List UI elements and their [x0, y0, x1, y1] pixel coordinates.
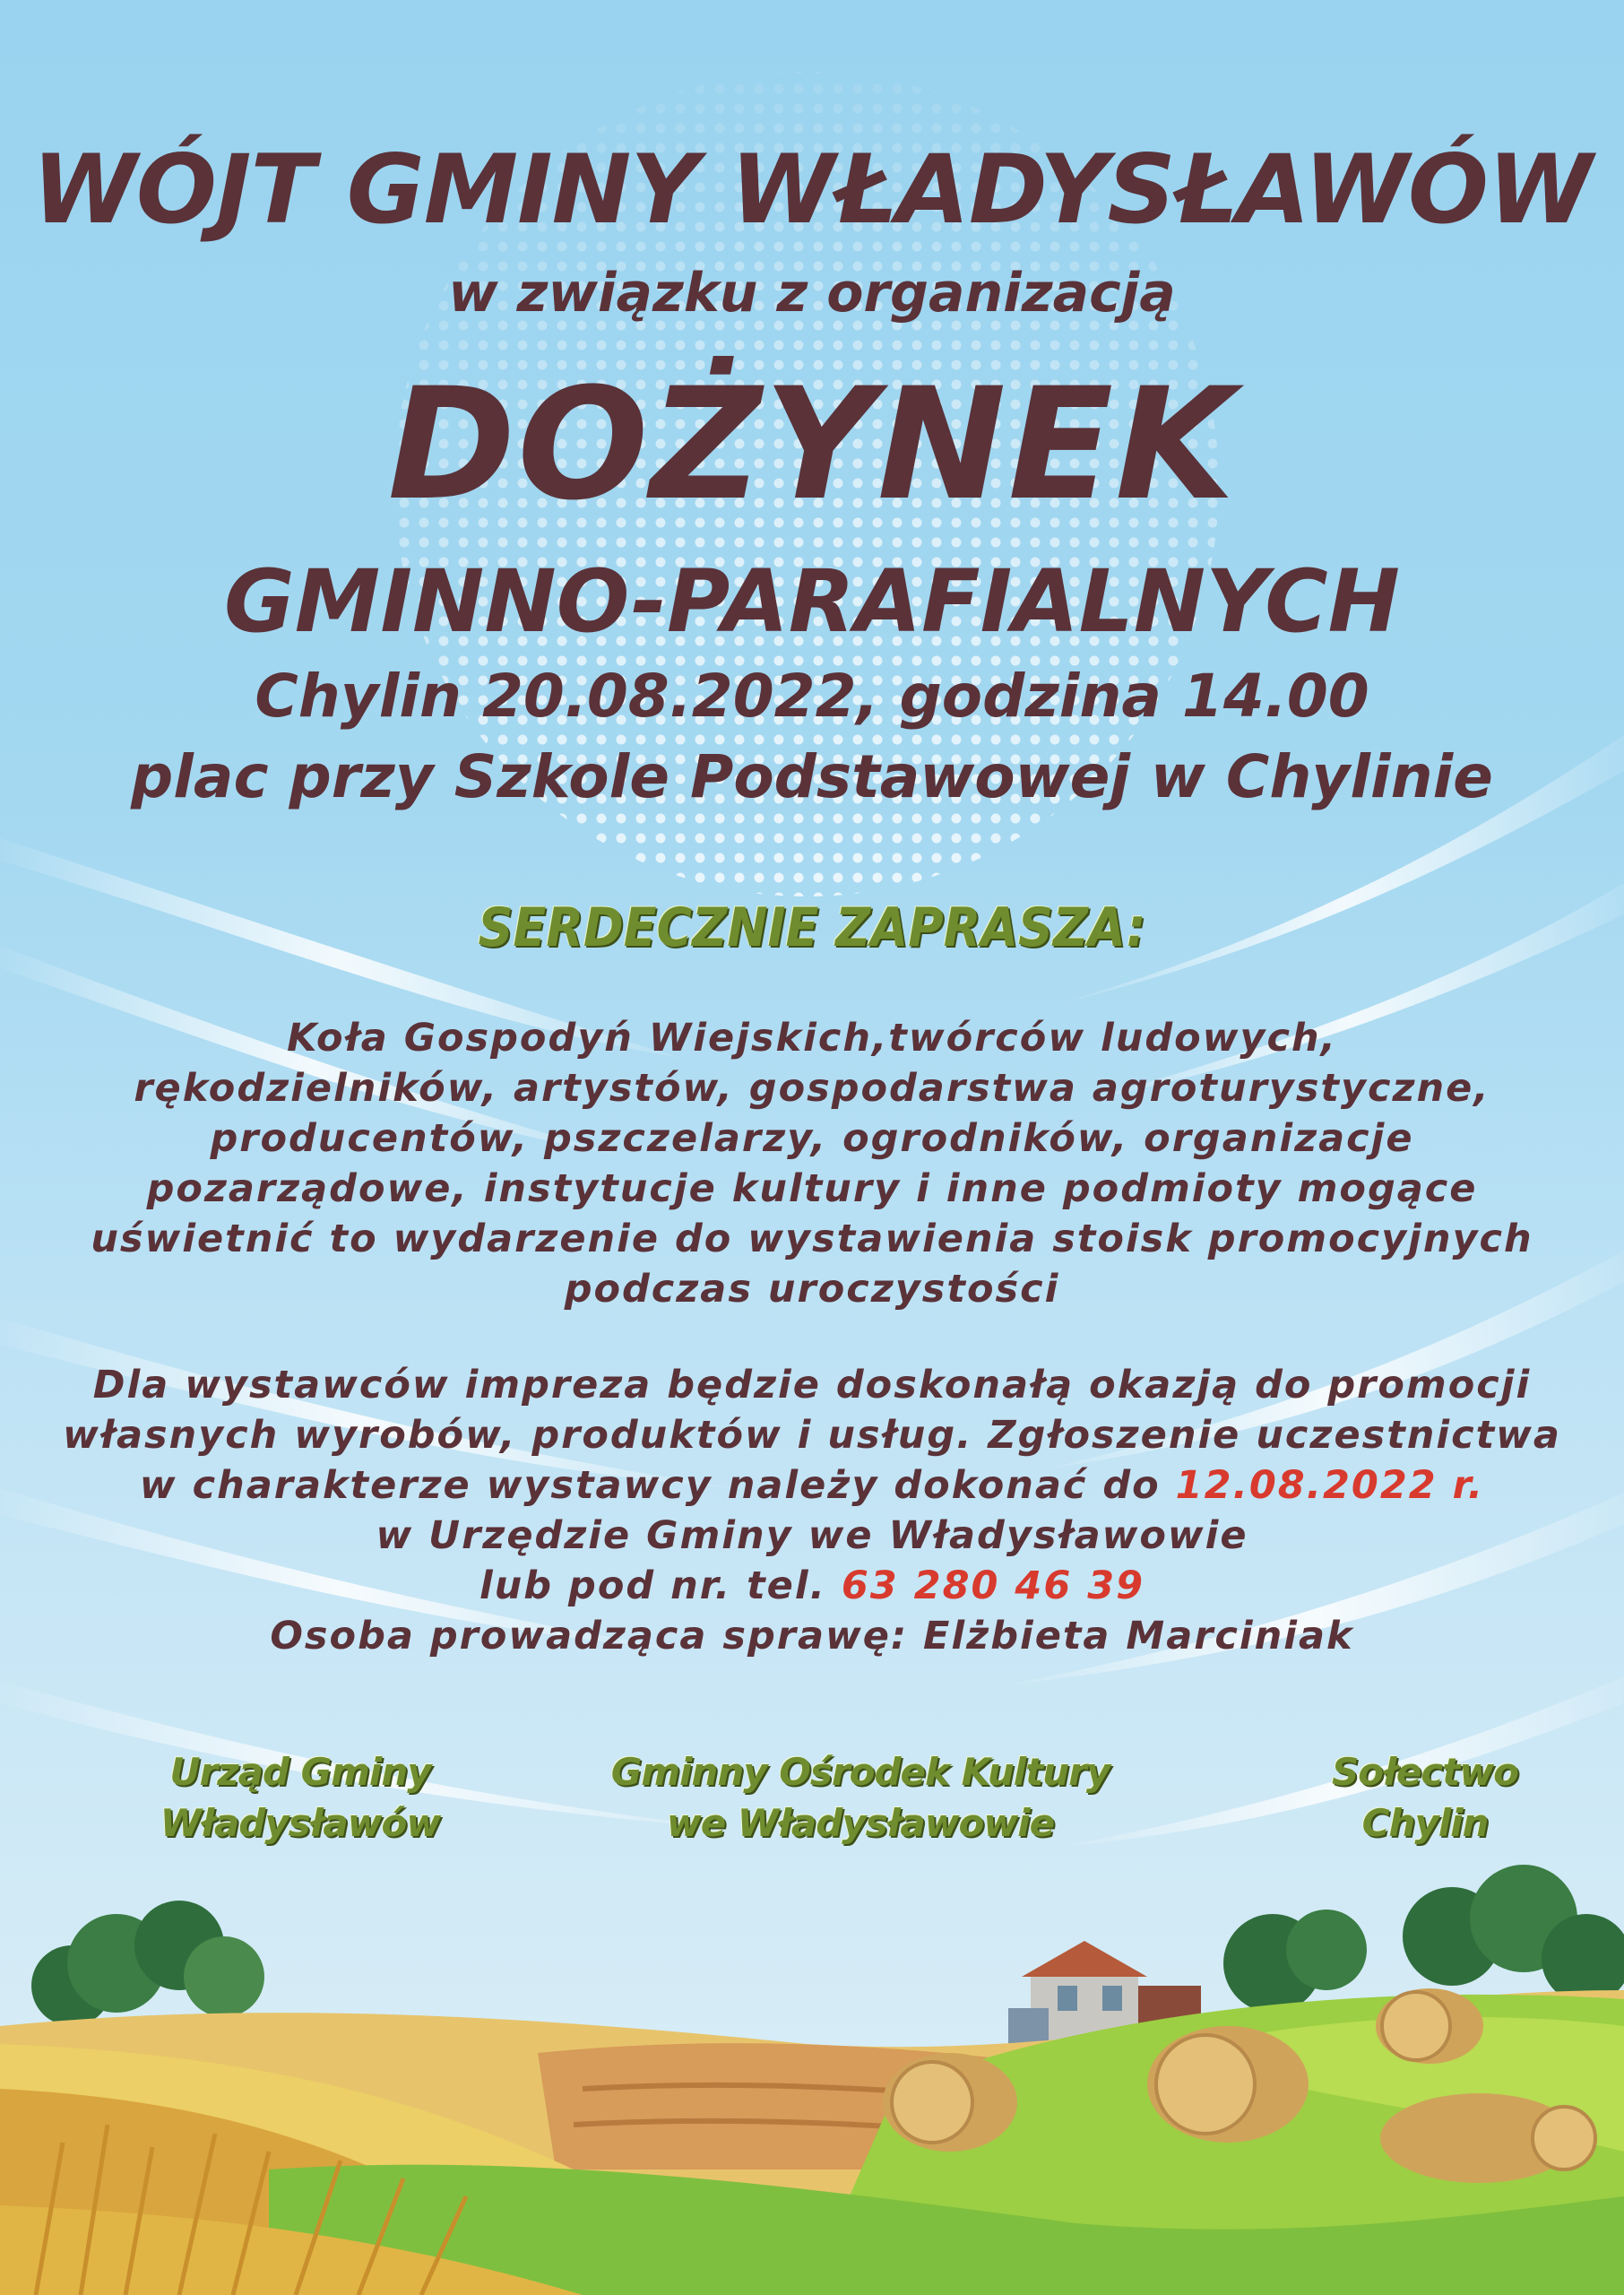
organizer-line: Władysławów: [160, 1801, 441, 1845]
paragraph-line: [0, 1561, 1624, 1611]
event-type: GMINNO-PARAFIALNYCH: [223, 551, 1401, 652]
event-name: DOŻYNEK: [387, 354, 1237, 534]
organizer-line: Urząd Gminy: [169, 1750, 431, 1794]
subtitle: w związku z organizacją: [448, 262, 1176, 325]
invite-paragraph: [0, 1013, 1624, 1314]
deadline-label: w charakterze wystawcy należy dokonać do: [139, 1463, 1176, 1508]
paragraph-line: własnych wyrobów, produktów i usług. Zgłoszenie uczestnictwa: [63, 1413, 1561, 1458]
organizer-line: Sołectwo: [1332, 1750, 1518, 1794]
organizer-line: we Władysławowie: [666, 1801, 1055, 1845]
paragraph-line: Dla wystawców impreza będzie doskonałą okazją do promocji: [92, 1363, 1532, 1407]
paragraph-line: w Urzędzie Gminy we Władysławowie: [376, 1513, 1248, 1558]
page-title: WÓJT GMINY WŁADYSŁAWÓW: [32, 134, 1592, 245]
organizer-line: Chylin: [1361, 1801, 1489, 1845]
paragraph-line: producentów, pszczelarzy, ogrodników, organizacje: [210, 1116, 1414, 1161]
contact-person: Osoba prowadząca sprawę: Elżbieta Marciniak: [270, 1614, 1354, 1658]
date-time: Chylin 20.08.2022, godzina 14.00: [255, 662, 1369, 731]
paragraph-line: [0, 1460, 1624, 1511]
organizer-municipal-office: [130, 1746, 471, 1849]
exhibitor-info: [0, 1360, 1624, 1661]
organizer-village-council: [1282, 1746, 1568, 1849]
phone-label: lub pod nr. tel.: [479, 1563, 842, 1608]
organizer-culture-center: [592, 1746, 1129, 1849]
paragraph-line: Koła Gospodyń Wiejskich,twórców ludowych,: [287, 1016, 1337, 1061]
deadline-date: 12.08.2022 r.: [1175, 1463, 1485, 1508]
paragraph-line: pozarządowe, instytucje kultury i inne podmioty mogące: [146, 1166, 1478, 1211]
organizer-line: Gminny Ośrodek Kultury: [610, 1750, 1110, 1794]
paragraph-line: podczas uroczystości: [564, 1267, 1060, 1312]
venue: plac przy Szkole Podstawowej w Chylinie: [131, 742, 1493, 811]
phone-number: 63 280 46 39: [841, 1563, 1145, 1608]
paragraph-line: uświetnić to wydarzenie do wystawienia stoisk promocyjnych: [91, 1217, 1533, 1261]
paragraph-line: rękodzielników, artystów, gospodarstwa agroturystyczne,: [134, 1066, 1490, 1111]
invite-heading: SERDECZNIE ZAPRASZA:: [478, 896, 1146, 959]
